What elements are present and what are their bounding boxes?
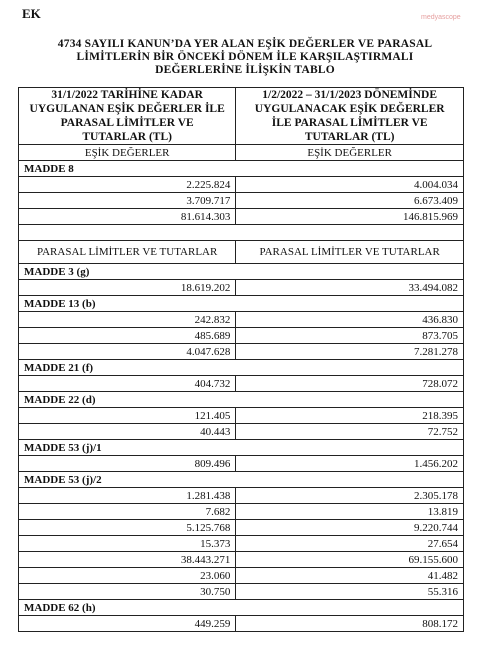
esik-subheader-right: EŞİK DEĞERLER: [236, 145, 464, 161]
table-row: [19, 520, 464, 536]
parasal-subheader-left: PARASAL LİMİTLER VE TUTARLAR: [19, 241, 236, 264]
table-row: [19, 568, 464, 584]
section-label: MADDE 21 (f): [19, 360, 464, 376]
header-left-line: TUTARLAR (TL): [82, 131, 172, 143]
section-row: [19, 600, 464, 616]
section-row: [19, 440, 464, 456]
esik-subheader-left: EŞİK DEĞERLER: [19, 145, 236, 161]
new-value-cell: 6.673.409: [236, 193, 464, 209]
new-value-cell: 33.494.082: [236, 280, 464, 296]
new-value-cell: 69.155.600: [236, 552, 464, 568]
section-row: [19, 360, 464, 376]
old-value-cell: 30.750: [19, 584, 236, 600]
header-left-line: 31/1/2022 TARİHİNE KADAR: [51, 89, 203, 101]
header-right-line: TUTARLAR (TL): [304, 131, 395, 143]
old-value-cell: 18.619.202: [19, 280, 236, 296]
new-value-cell: 146.815.969: [236, 209, 464, 225]
header-left-line: UYGULANAN EŞİK DEĞERLER İLE: [29, 103, 225, 115]
old-value-cell: 485.689: [19, 328, 236, 344]
new-value-cell: 4.004.034: [236, 177, 464, 193]
header-row: [19, 88, 464, 145]
section-row: [19, 161, 464, 177]
old-value-cell: 3.709.717: [19, 193, 236, 209]
header-left: [19, 88, 236, 145]
table-row: [19, 504, 464, 520]
appendix-label: EK: [22, 6, 41, 21]
old-value-cell: 1.281.438: [19, 488, 236, 504]
table-row: [19, 177, 464, 193]
parasal-subheader-row: [19, 241, 464, 264]
table-row: [19, 312, 464, 328]
section-label: MADDE 3 (g): [19, 264, 464, 280]
old-value-cell: 242.832: [19, 312, 236, 328]
section-row: [19, 296, 464, 312]
document-title: [40, 38, 450, 77]
watermark-logo: medyascope: [421, 14, 461, 21]
old-value-cell: 404.732: [19, 376, 236, 392]
section-row: [19, 472, 464, 488]
header-right-line: 1/2/2022 – 31/1/2023 DÖNEMİNDE: [262, 89, 438, 101]
section-label: MADDE 62 (h): [19, 600, 464, 616]
new-value-cell: 873.705: [236, 328, 464, 344]
new-value-cell: 55.316: [236, 584, 464, 600]
spacer-row: [19, 225, 464, 241]
title-line: LİMİTLERİN BİR ÖNCEKİ DÖNEM İLE KARŞILAŞTIRMALI: [76, 51, 414, 63]
header-right: [236, 88, 464, 145]
title-line: DEĞERLERİNE İLİŞKİN TABLO: [155, 64, 335, 76]
table-row: [19, 488, 464, 504]
table-row: [19, 408, 464, 424]
table-row: [19, 424, 464, 440]
table-row: [19, 616, 464, 632]
table-row: [19, 280, 464, 296]
table-row: [19, 344, 464, 360]
section-label: MADDE 8: [19, 161, 464, 177]
new-value-cell: 218.395: [236, 408, 464, 424]
old-value-cell: 121.405: [19, 408, 236, 424]
old-value-cell: 2.225.824: [19, 177, 236, 193]
table-row: [19, 209, 464, 225]
header-left-line: PARASAL LİMİTLER VE: [60, 117, 194, 129]
new-value-cell: 72.752: [236, 424, 464, 440]
table-row: [19, 584, 464, 600]
table-row: [19, 193, 464, 209]
new-value-cell: 436.830: [236, 312, 464, 328]
section-row: [19, 264, 464, 280]
new-value-cell: 1.456.202: [236, 456, 464, 472]
table-row: [19, 552, 464, 568]
new-value-cell: 2.305.178: [236, 488, 464, 504]
table-row: [19, 536, 464, 552]
table-row: [19, 376, 464, 392]
old-value-cell: 449.259: [19, 616, 236, 632]
section-label: MADDE 13 (b): [19, 296, 464, 312]
new-value-cell: 27.654: [236, 536, 464, 552]
new-value-cell: 728.072: [236, 376, 464, 392]
parasal-subheader-right: PARASAL LİMİTLER VE TUTARLAR: [236, 241, 464, 264]
section-row: [19, 392, 464, 408]
old-value-cell: 38.443.271: [19, 552, 236, 568]
header-right-line: UYGULANACAK EŞİK DEĞERLER: [254, 103, 445, 115]
old-value-cell: 4.047.628: [19, 344, 236, 360]
old-value-cell: 15.373: [19, 536, 236, 552]
section-label: MADDE 22 (d): [19, 392, 464, 408]
spacer-cell: [19, 225, 464, 241]
old-value-cell: 7.682: [19, 504, 236, 520]
comparison-table: [18, 87, 464, 632]
old-value-cell: 809.496: [19, 456, 236, 472]
section-label: MADDE 53 (j)/2: [19, 472, 464, 488]
old-value-cell: 23.060: [19, 568, 236, 584]
title-line: 4734 SAYILI KANUN’DA YER ALAN EŞİK DEĞERLER VE PARASAL: [57, 38, 433, 50]
new-value-cell: 7.281.278: [236, 344, 464, 360]
old-value-cell: 5.125.768: [19, 520, 236, 536]
old-value-cell: 40.443: [19, 424, 236, 440]
new-value-cell: 13.819: [236, 504, 464, 520]
new-value-cell: 41.482: [236, 568, 464, 584]
header-right-line: İLE PARASAL LİMİTLER VE: [271, 117, 428, 129]
esik-subheader-row: [19, 145, 464, 161]
table-row: [19, 456, 464, 472]
section-label: MADDE 53 (j)/1: [19, 440, 464, 456]
old-value-cell: 81.614.303: [19, 209, 236, 225]
new-value-cell: 9.220.744: [236, 520, 464, 536]
table-row: [19, 328, 464, 344]
new-value-cell: 808.172: [236, 616, 464, 632]
